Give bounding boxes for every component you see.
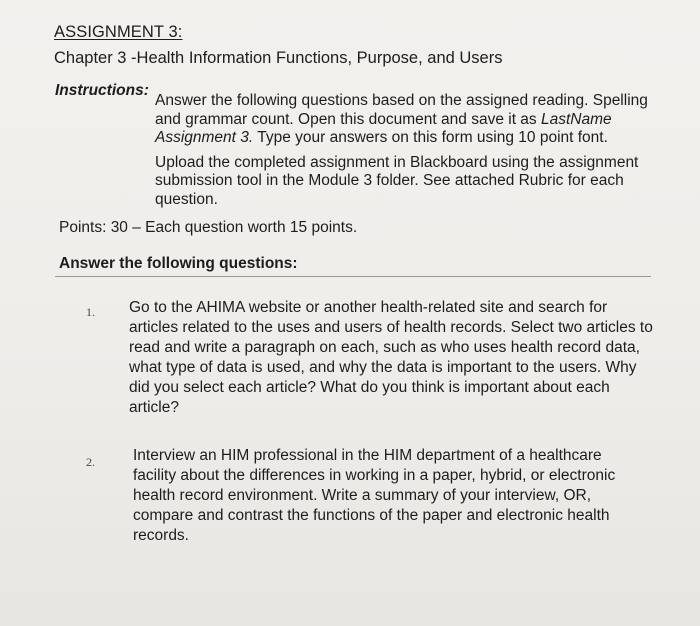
points-line: Points: 30 – Each question worth 15 points. [59, 219, 358, 236]
heading-divider [55, 276, 651, 277]
assignment-title: ASSIGNMENT 3: [54, 23, 183, 41]
chapter-subtitle: Chapter 3 -Health Information Functions, Purpose, and Users [54, 49, 503, 67]
answer-heading: Answer the following questions: [59, 255, 298, 272]
instructions-label: Instructions: [55, 82, 149, 99]
instructions-paragraph-2: Upload the completed assignment in Blackboard using the assignment submission tool in the Module 3 folder. See attached Rubric for each question. [155, 153, 639, 208]
instructions-paragraph-1 [155, 92, 665, 148]
question-text: Interview an HIM professional in the HIM department of a healthcare facility about the differences in working in a paper, hybrid, or electronic health record environment. Write a summary of your interview, OR, compare and contrast the functions of the paper and electronic health records. [133, 447, 616, 544]
instructions-text-a: Answer the following questions based on the assigned reading. Spelling and grammar count. Open this document and save it as [155, 92, 648, 128]
instructions-filename: LastName Assignment 3. [155, 110, 612, 146]
instructions-text-b: Type your answers on this form using 10 point font. [253, 129, 608, 146]
question-number: 2. [86, 455, 95, 469]
question-number: 1. [86, 305, 95, 319]
question-text: Go to the AHIMA website or another health-related site and search for articles related to the uses and users of health records. Select two articles to read and write a paragraph on each, such as who uses health record data, what type of data is used, and why the data is important to the users. Why did you select each article? What do you think is important about each article? [129, 299, 653, 416]
instructions-body [155, 92, 665, 209]
